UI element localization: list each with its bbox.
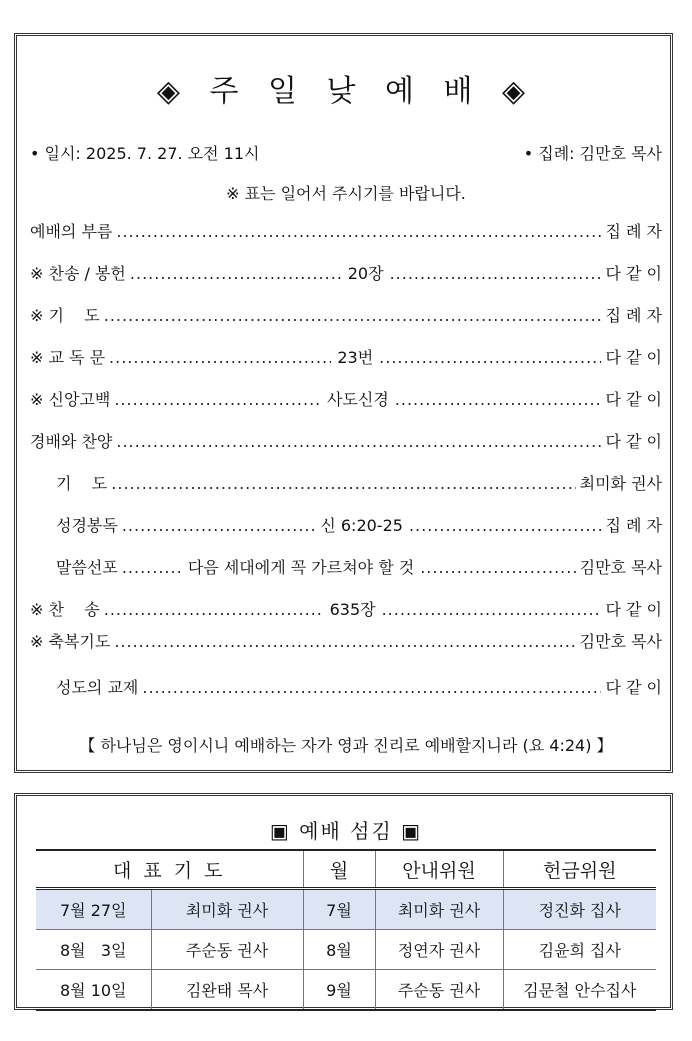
order-item-label: 경배와 찬양 xyxy=(30,432,113,451)
leader-dots xyxy=(122,558,182,577)
order-item xyxy=(56,555,662,577)
order-item-right: 다 같 이 xyxy=(605,432,662,451)
order-item-label: ※ 기 도 xyxy=(30,306,100,325)
header-offering: 헌금위원 xyxy=(503,850,656,889)
order-item-middle: 635장 xyxy=(329,600,376,619)
order-item-middle: 다음 세대에게 꼭 가르쳐야 할 것 xyxy=(187,558,415,577)
leader-dots xyxy=(114,390,321,409)
order-item-right: 집 례 자 xyxy=(605,222,662,241)
prayer-date: 8월 10일 xyxy=(36,970,151,1011)
order-item-middle: 사도신경 xyxy=(326,390,389,409)
leader-dots xyxy=(104,600,324,619)
offering-name: 김문철 안수집사 xyxy=(503,970,656,1011)
table-row xyxy=(36,930,656,970)
order-item xyxy=(56,675,662,697)
leader-dots xyxy=(111,474,575,493)
duty-title: ▣ 예배 섬김 ▣ xyxy=(269,819,423,843)
order-item-middle: 23번 xyxy=(337,348,374,367)
order-item-right: 집 례 자 xyxy=(605,306,662,325)
worship-datetime: • 일시: 2025. 7. 27. 오전 11시 xyxy=(30,144,260,163)
duty-month: 9월 xyxy=(303,970,375,1011)
order-item xyxy=(30,303,662,325)
order-item-label: ※ 찬송 / 봉헌 xyxy=(30,264,126,283)
table-row xyxy=(36,889,656,930)
prayer-leader: 최미화 권사 xyxy=(151,889,303,930)
usher-name: 최미화 권사 xyxy=(375,889,503,930)
order-item-label: 말씀선포 xyxy=(56,558,118,577)
order-item xyxy=(56,471,662,493)
order-item xyxy=(30,219,662,241)
order-item-right: 다 같 이 xyxy=(605,600,662,619)
duty-header-row xyxy=(36,850,656,889)
order-item xyxy=(30,597,662,619)
leader-dots xyxy=(409,516,602,535)
offering-name: 김윤희 집사 xyxy=(503,930,656,970)
order-item-right: 최미화 권사 xyxy=(579,474,662,493)
worship-meta xyxy=(30,141,662,164)
order-item xyxy=(30,345,662,367)
prayer-date: 8월 3일 xyxy=(36,930,151,970)
order-item-right: 다 같 이 xyxy=(605,390,662,409)
leader-dots xyxy=(130,264,342,283)
order-item-right: 다 같 이 xyxy=(605,348,662,367)
order-item-label: ※ 찬 송 xyxy=(30,600,100,619)
order-item-label: 성도의 교제 xyxy=(56,678,139,697)
leader-dots xyxy=(395,390,602,409)
header-month: 월 xyxy=(303,850,375,889)
offering-name: 정진화 집사 xyxy=(503,889,656,930)
leader-dots xyxy=(104,306,602,325)
prayer-date: 7월 27일 xyxy=(36,889,151,930)
order-item-label: ※ 교 독 문 xyxy=(30,348,106,367)
order-item-right: 다 같 이 xyxy=(605,264,662,283)
header-usher: 안내위원 xyxy=(375,850,503,889)
order-item-label: ※ 신앙고백 xyxy=(30,390,111,409)
order-item-middle: 20장 xyxy=(347,264,384,283)
order-item xyxy=(30,387,662,409)
leader-dots xyxy=(142,678,601,697)
scripture-verse: 【 하나님은 영이시니 예배하는 자가 영과 진리로 예배할지니라 (요 4:24) 】 xyxy=(79,736,613,755)
worship-officiant: • 집례: 김만호 목사 xyxy=(523,144,662,163)
duty-month: 8월 xyxy=(303,930,375,970)
leader-dots xyxy=(390,264,602,283)
duty-month: 7월 xyxy=(303,889,375,930)
order-item-right: 김만호 목사 xyxy=(579,558,662,577)
order-item xyxy=(30,629,662,651)
order-item xyxy=(30,261,662,283)
order-item-label: 기 도 xyxy=(56,474,108,493)
order-item-label: 성경봉독 xyxy=(56,516,118,535)
prayer-leader: 주순동 권사 xyxy=(151,930,303,970)
order-item-right: 다 같 이 xyxy=(605,678,662,697)
header-prayer: 대 표 기 도 xyxy=(36,850,303,889)
prayer-leader: 김완태 목사 xyxy=(151,970,303,1011)
order-item xyxy=(56,513,662,535)
usher-name: 주순동 권사 xyxy=(375,970,503,1011)
worship-title: ◈ 주 일 낮 예 배 ◈ xyxy=(156,74,536,109)
leader-dots xyxy=(420,558,575,577)
order-item-right: 김만호 목사 xyxy=(579,632,662,651)
duty-table xyxy=(36,849,656,1011)
leader-dots xyxy=(109,348,331,367)
leader-dots xyxy=(116,222,601,241)
usher-name: 정연자 권사 xyxy=(375,930,503,970)
table-row xyxy=(36,970,656,1011)
leader-dots xyxy=(114,632,575,651)
order-item xyxy=(30,429,662,451)
leader-dots xyxy=(382,600,602,619)
order-item-right: 집 례 자 xyxy=(605,516,662,535)
leader-dots xyxy=(116,432,601,451)
standing-notice: ※ 표는 일어서 주시기를 바랍니다. xyxy=(226,184,466,203)
leader-dots xyxy=(379,348,601,367)
order-item-label: 예배의 부름 xyxy=(30,222,113,241)
order-item-middle: 신 6:20-25 xyxy=(320,516,403,535)
order-item-label: ※ 축복기도 xyxy=(30,632,111,651)
leader-dots xyxy=(122,516,315,535)
